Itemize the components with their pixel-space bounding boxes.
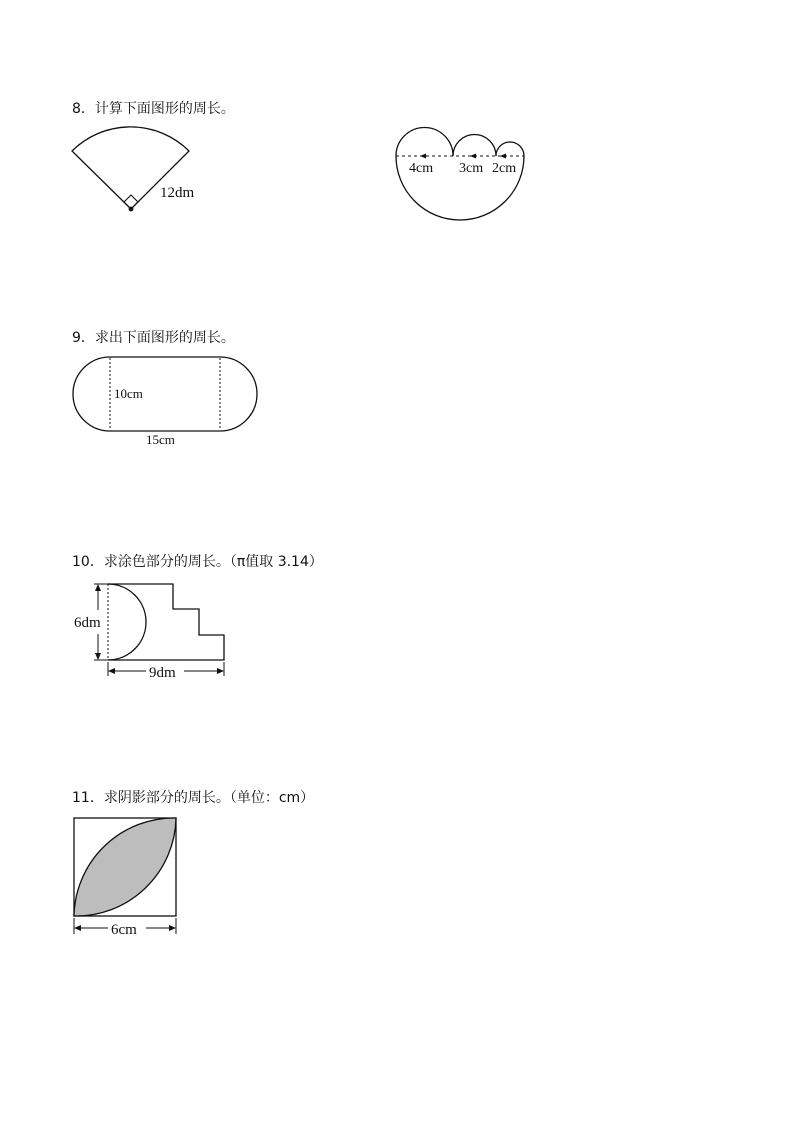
q9-label-10cm: 10cm [114,386,143,401]
question-10-text: 10．求涂色部分的周长。（π值取 3.14） [72,554,323,570]
q11-label-6cm: 6cm [111,922,137,938]
q8-label-2cm: 2cm [492,161,517,176]
question-8-text: 8．计算下面图形的周长。 [72,101,235,117]
q8-sector-label: 12dm [160,185,195,201]
q11-shaded-leaf [74,818,176,916]
question-11-text: 11．求阴影部分的周长。（单位：cm） [72,790,315,806]
q10-label-9dm: 9dm [149,665,176,681]
question-9-text: 9．求出下面图形的周长。 [72,330,235,346]
q8-label-4cm: 4cm [409,161,434,176]
q8-label-3cm: 3cm [459,161,484,176]
q10-label-6dm: 6dm [74,615,101,631]
q9-label-15cm: 15cm [146,432,175,447]
